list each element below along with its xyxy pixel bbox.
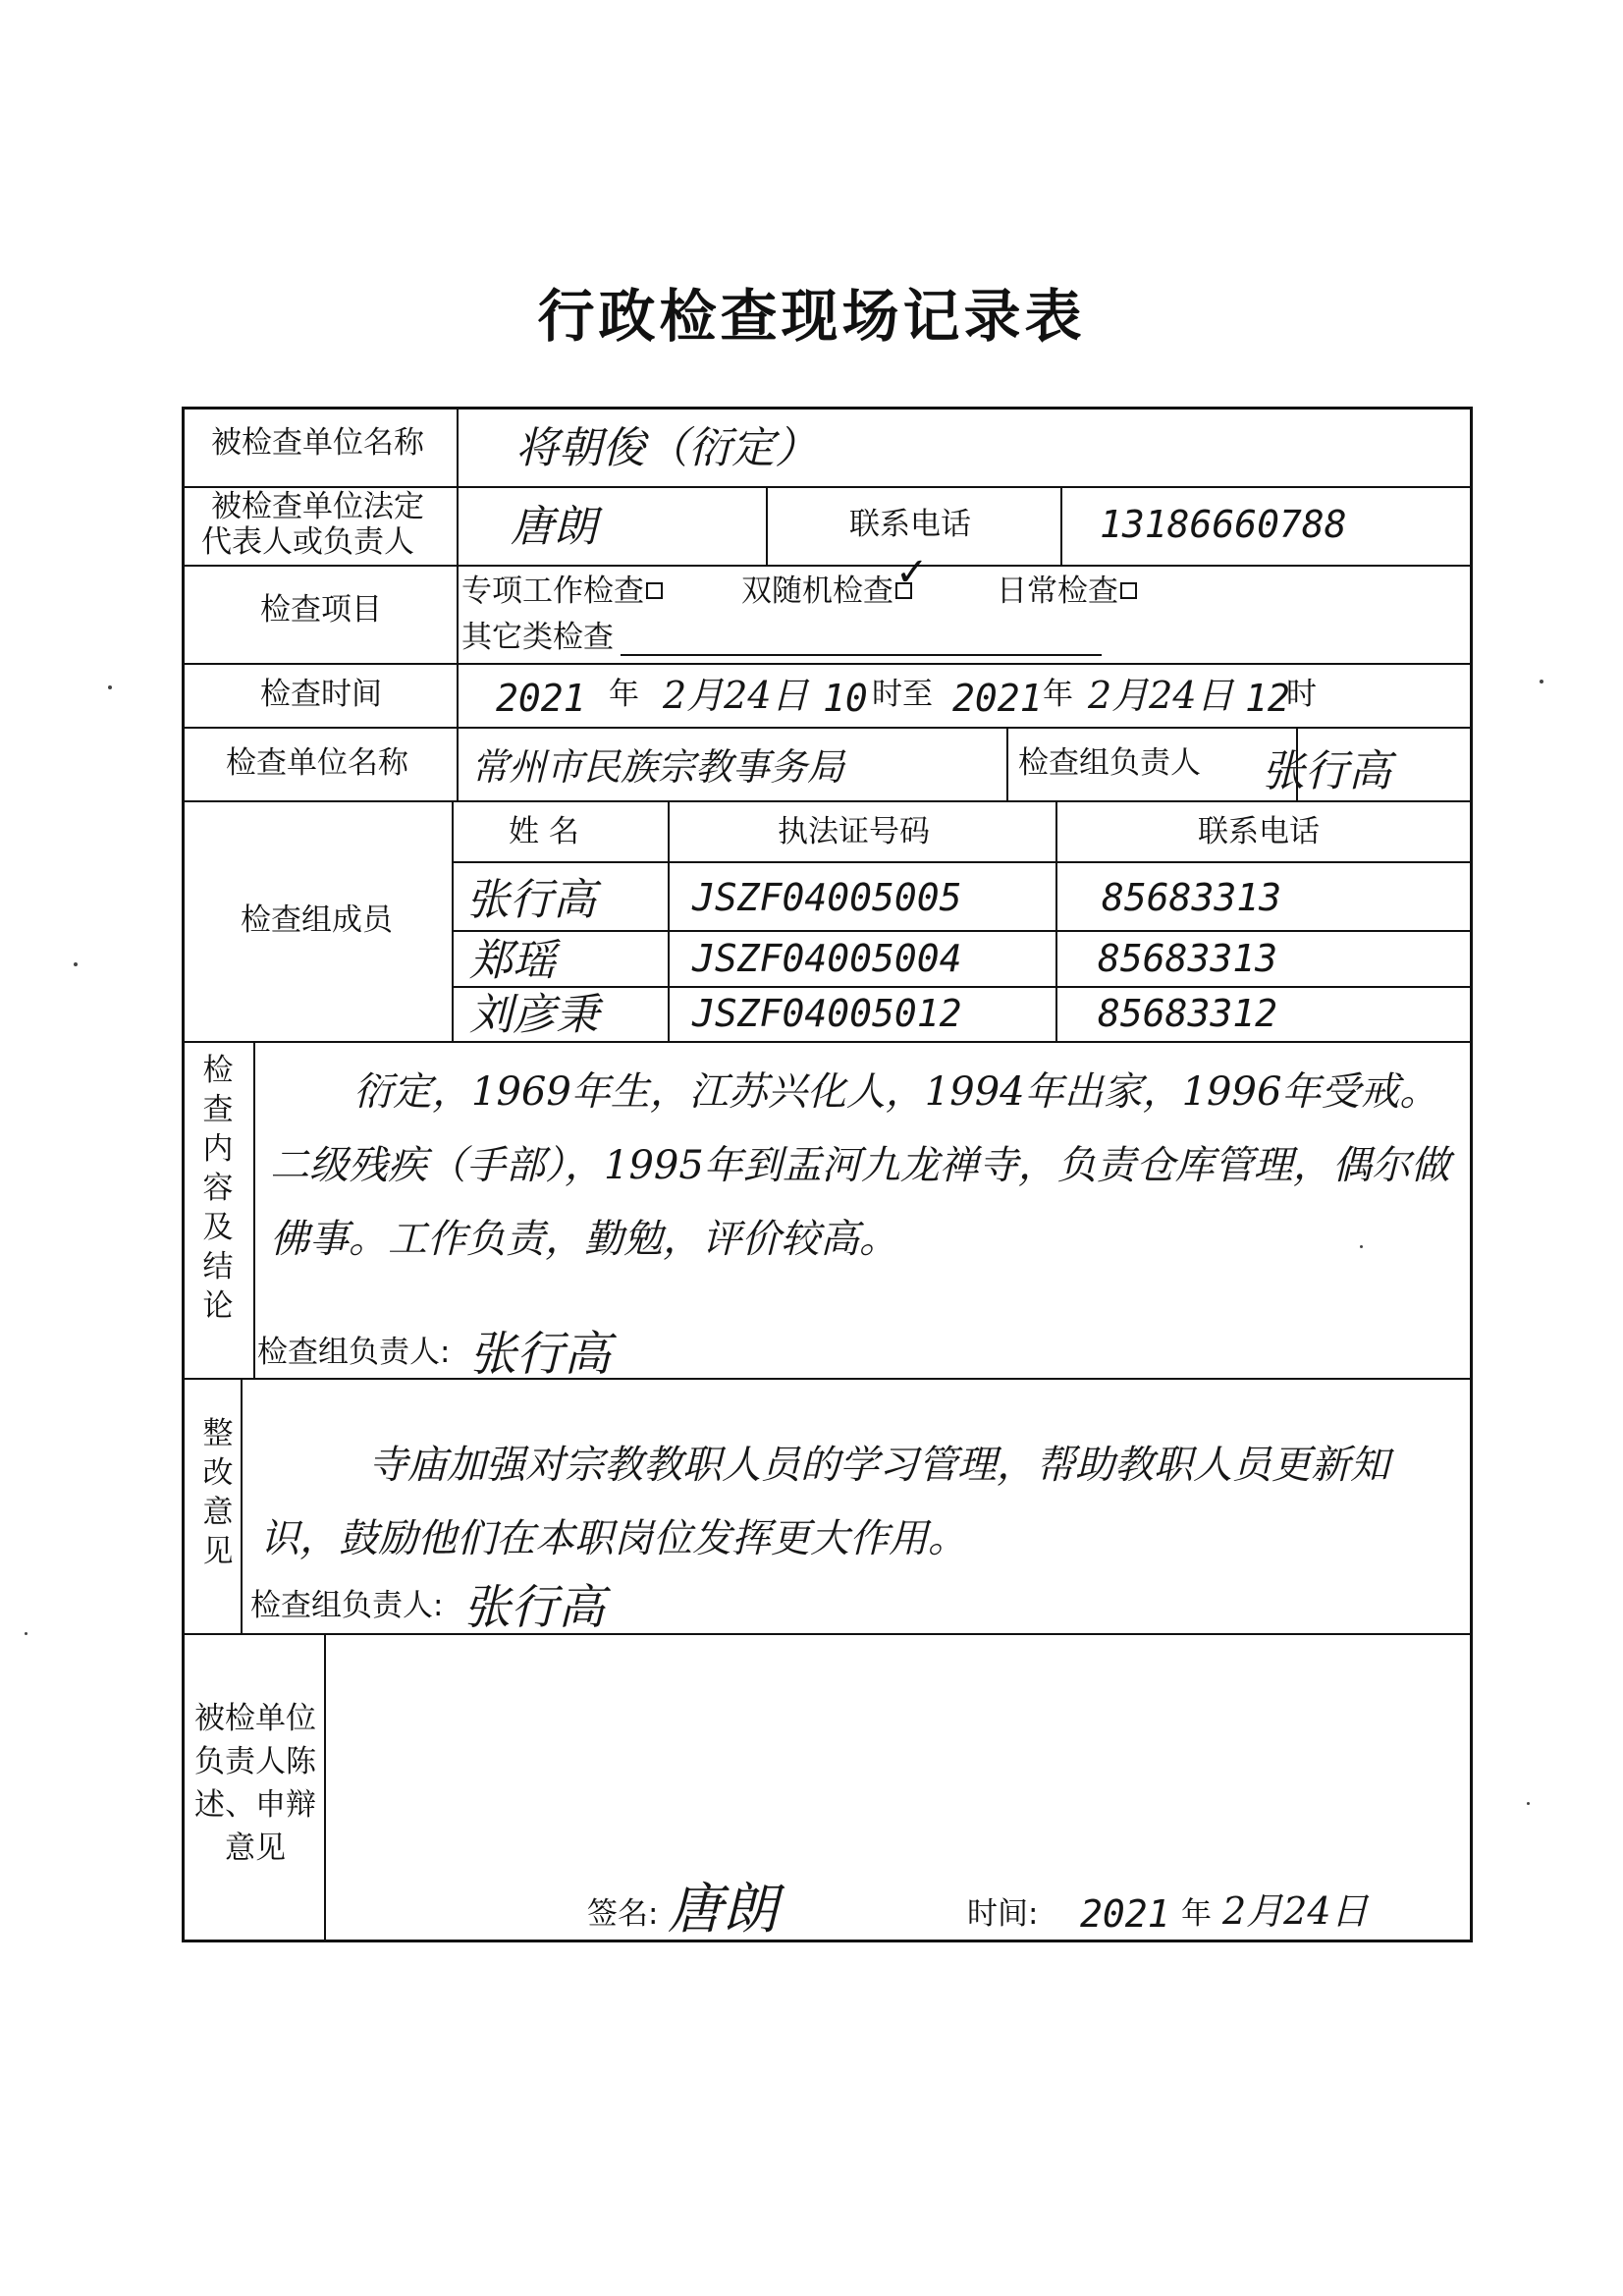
start-year-char: 年 (609, 677, 639, 712)
inspecting-unit-label: 检查单位名称 (226, 745, 408, 781)
content-text: 衍定，1969年生，江苏兴化人，1994年出家，1996年受戒。二级残疾（手部），1995年到盂河九龙禅寺，负责仓库管理，偶尔做佛事。工作负责，勤勉，评价较高。 (270, 1069, 1450, 1262)
member-2-phone: 85683313 (1098, 937, 1278, 980)
members-header-cert: 执法证号码 (778, 814, 930, 849)
scan-speck (1527, 1802, 1530, 1805)
end-hour: 12 (1245, 677, 1290, 720)
rectify-text: 寺庙加强对宗教教职人员的学习管理，帮助教职人员更新知识，鼓励他们在本职岗位发挥更大作用。 (260, 1443, 1389, 1561)
col-divider (668, 800, 670, 1043)
start-year: 2021 (496, 677, 586, 720)
member-1-name: 张行高 (466, 875, 596, 925)
col-divider (452, 800, 454, 1043)
legal-rep-value: 唐朗 (511, 502, 597, 552)
rectify-leader-label: 检查组负责人: (250, 1588, 444, 1623)
content-label (198, 1051, 238, 1326)
scan-speck (1360, 1245, 1363, 1248)
time-label: 时间: (967, 1896, 1039, 1932)
content-leader-label: 检查组负责人: (257, 1335, 451, 1370)
option-label: 日常检查 (997, 574, 1118, 609)
member-2-cert: JSZF04005004 (692, 937, 962, 980)
statement-label-line: 负责人陈 (194, 1744, 316, 1779)
end-year: 2021 (952, 677, 1043, 720)
member-3-cert: JSZF04005012 (692, 992, 962, 1035)
col-divider (324, 1633, 326, 1941)
row-divider (182, 565, 1473, 567)
content-label-char: 容 (202, 1171, 234, 1206)
member-3-name: 刘彦秉 (469, 990, 599, 1040)
phone-label: 联系电话 (849, 507, 971, 542)
inspecting-unit-value: 常州市民族宗教事务局 (471, 745, 845, 789)
row-divider (182, 1633, 1473, 1635)
col-divider (241, 1378, 243, 1633)
table-border-left (182, 407, 185, 1942)
form-title: 行政检查现场记录表 (537, 283, 1086, 350)
content-label-char: 检 (202, 1053, 234, 1088)
checkbox-daily[interactable] (1120, 582, 1137, 599)
statement-label-line: 述、申辩 (194, 1787, 316, 1823)
scan-speck (1540, 680, 1543, 683)
row-divider (182, 1041, 1473, 1043)
inspected-unit-value: 将朝俊（衍定） (515, 423, 818, 473)
member-3-phone: 85683312 (1098, 992, 1278, 1035)
rectify-label-char: 意 (202, 1495, 234, 1530)
option-label: 专项工作检查 (461, 574, 644, 609)
end-year-char: 年 (1043, 677, 1073, 712)
inspected-unit-label: 被检查单位名称 (211, 425, 424, 461)
row-divider (452, 986, 1470, 988)
time-to: 时至 (872, 677, 933, 712)
content-label-char: 查 (202, 1092, 234, 1127)
members-header-phone: 联系电话 (1198, 814, 1320, 849)
row-divider (182, 800, 1473, 802)
sign-value: 唐朗 (668, 1878, 778, 1941)
sign-year: 2021 (1080, 1892, 1170, 1936)
rectify-label (198, 1414, 238, 1571)
legal-rep-label-1: 被检查单位法定 (211, 489, 424, 524)
sign-label: 签名: (587, 1896, 659, 1932)
table-border-bottom (182, 1940, 1473, 1942)
rectify-leader-signature: 张行高 (463, 1580, 606, 1635)
start-month-day: 2月24日 (663, 674, 809, 717)
col-divider (1006, 727, 1008, 802)
rectify-label-char: 整 (202, 1416, 234, 1451)
sign-month-day: 2月24日 (1222, 1889, 1369, 1933)
table-border-right (1470, 407, 1473, 1942)
end-hour-char: 时 (1286, 677, 1317, 712)
col-divider (766, 486, 768, 567)
member-1-cert: JSZF04005005 (692, 876, 962, 919)
member-1-phone: 85683313 (1102, 876, 1282, 919)
col-divider (1060, 486, 1062, 567)
statement-label-line: 意见 (225, 1831, 286, 1866)
sign-year-char: 年 (1181, 1896, 1212, 1932)
row-divider (182, 1378, 1473, 1380)
scan-speck (25, 1632, 27, 1635)
scan-speck (74, 962, 78, 966)
end-month-day: 2月24日 (1088, 674, 1234, 717)
legal-rep-label-2: 代表人或负责人 (201, 524, 414, 560)
content-label-char: 内 (202, 1131, 234, 1167)
col-divider (457, 407, 459, 802)
rectify-label-char: 见 (202, 1534, 234, 1569)
start-hour: 10 (823, 677, 868, 720)
content-label-char: 及 (202, 1210, 234, 1245)
checkmark-icon: ✓ (895, 550, 929, 595)
row-divider (182, 663, 1473, 665)
member-2-name: 郑瑶 (469, 936, 556, 986)
phone-value: 13186660788 (1100, 503, 1347, 546)
members-header-name: 姓 名 (509, 814, 579, 849)
statement-label-line: 被检单位 (194, 1701, 316, 1736)
scan-speck (108, 685, 112, 689)
option-daily (997, 573, 1137, 611)
leader-label: 检查组负责人 (1018, 745, 1201, 781)
inspection-time-label: 检查时间 (260, 677, 382, 712)
col-divider (1055, 800, 1057, 1043)
other-inspection-label: 其它类检查 (461, 620, 614, 655)
leader-value: 张行高 (1262, 746, 1391, 796)
other-inspection-blank[interactable] (621, 654, 1102, 656)
content-leader-signature: 张行高 (469, 1327, 612, 1382)
inspection-items-label: 检查项目 (260, 592, 382, 628)
option-special-work (461, 573, 663, 611)
option-double-random (741, 573, 912, 611)
checkbox-special[interactable] (646, 582, 663, 599)
col-divider (253, 1041, 255, 1378)
rectify-label-char: 改 (202, 1455, 234, 1491)
option-label: 双随机检查 (741, 574, 893, 609)
content-label-char: 结 (202, 1249, 234, 1285)
statement-label (189, 1697, 322, 1870)
row-divider (182, 727, 1473, 729)
content-label-char: 论 (202, 1288, 234, 1324)
table-border-top (182, 407, 1473, 410)
members-label: 检查组成员 (241, 902, 393, 938)
row-divider (452, 861, 1470, 863)
row-divider (452, 930, 1470, 932)
